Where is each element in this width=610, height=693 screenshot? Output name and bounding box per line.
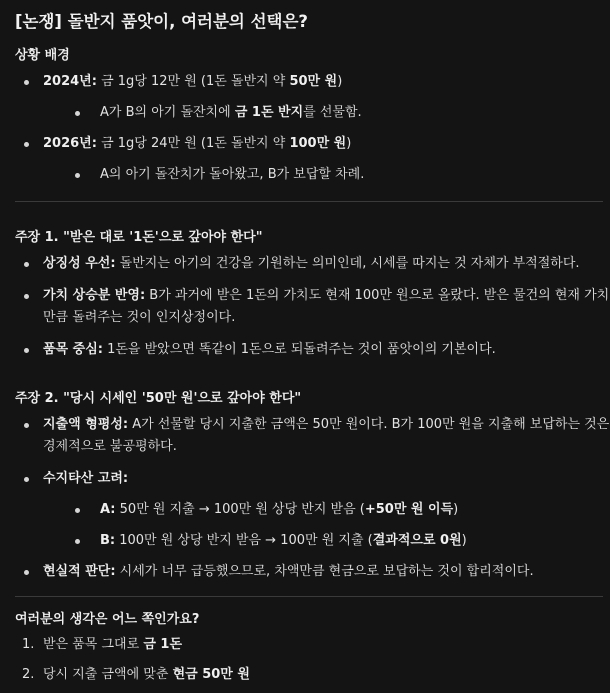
claim2-subitem-b: B: 100만 원 상당 반지 받음 → 100만 원 지출 (결과적으로 0원) xyxy=(100,533,467,548)
claim2-item-balance xyxy=(43,470,128,488)
divider xyxy=(15,201,603,202)
bullet xyxy=(24,294,29,299)
option-number: 2. xyxy=(22,667,35,682)
background-heading: 상황 배경 xyxy=(15,48,70,63)
bullet xyxy=(24,348,29,353)
bullet xyxy=(75,508,80,513)
bullet xyxy=(24,570,29,575)
bullet xyxy=(24,142,29,147)
bullet xyxy=(24,477,29,482)
claim1-heading: 주장 1. "받은 대로 '1돈'으로 갚아야 한다" xyxy=(15,230,263,245)
claim2-subitem-a: A: 50만 원 지출 → 100만 원 상당 반지 받음 (+50만 원 이득) xyxy=(100,502,459,517)
bullet xyxy=(75,111,80,116)
claim2-item-fairness-cont: 경제적으로 불공평하다. xyxy=(43,439,177,454)
item-label: 수지타산 고려: xyxy=(43,471,129,486)
post-title: [논쟁] 돌반지 품앗이, 여러분의 선택은? xyxy=(15,12,308,31)
bullet xyxy=(24,423,29,428)
item-label: 현실적 판단: xyxy=(43,564,116,579)
option-number: 1. xyxy=(22,637,35,652)
background-item-2026: 2026년: 금 1g당 24만 원 (1돈 돌반지 약 100만 원) xyxy=(43,136,352,151)
claim1-item-value-cont: 만큼 돌려주는 것이 인지상정이다. xyxy=(43,310,236,325)
background-subitem-gift: A가 B의 아기 돌잔치에 금 1돈 반지를 선물함. xyxy=(100,105,362,120)
item-label: B: xyxy=(100,533,116,548)
bullet xyxy=(24,262,29,267)
item-label: 상징성 우선: xyxy=(43,256,116,271)
item-label: 2026년: xyxy=(43,136,97,151)
option-2: 당시 지출 금액에 맞춘 현금 50만 원 xyxy=(43,667,250,682)
background-item-2024: 2024년: 금 1g당 12만 원 (1돈 돌반지 약 50만 원) xyxy=(43,74,343,89)
claim2-item-fairness: 지출액 형평성: A가 선물할 당시 지출한 금액은 50만 원이다. B가 100만 원을 지출해 보답하는 것은 xyxy=(43,417,610,432)
claim1-item-item: 품목 중심: 1돈을 받았으면 똑같이 1돈으로 되돌려주는 것이 품앗이의 기본이다. xyxy=(43,342,496,357)
divider xyxy=(15,596,603,597)
claim1-item-symbolism: 상징성 우선: 돌반지는 아기의 건강을 기원하는 의미인데, 시세를 따지는 것 자체가 부적절하다. xyxy=(43,256,580,271)
item-label: 품목 중심: xyxy=(43,342,103,357)
item-label: 가치 상승분 반영: xyxy=(43,288,146,303)
item-label: 2024년: xyxy=(43,74,97,89)
bullet xyxy=(75,539,80,544)
bullet xyxy=(24,80,29,85)
background-subitem-return: A의 아기 돌잔치가 돌아왔고, B가 보답할 차례. xyxy=(100,167,365,182)
item-label: 지출액 형평성: xyxy=(43,417,129,432)
option-1: 받은 품목 그대로 금 1돈 xyxy=(43,637,182,652)
question-heading: 여러분의 생각은 어느 쪽인가요? xyxy=(15,612,200,627)
claim2-item-practical: 현실적 판단: 시세가 너무 급등했으므로, 차액만큼 현금으로 보답하는 것이 합리적이다. xyxy=(43,564,534,579)
claim1-item-value: 가치 상승분 반영: B가 과거에 받은 1돈의 가치도 현재 100만 원으로 올랐다. 받은 물건의 현재 가치 xyxy=(43,288,610,303)
item-label: A: xyxy=(100,502,116,517)
claim2-heading: 주장 2. "당시 시세인 '50만 원'으로 갚아야 한다" xyxy=(15,391,302,406)
bullet xyxy=(75,173,80,178)
